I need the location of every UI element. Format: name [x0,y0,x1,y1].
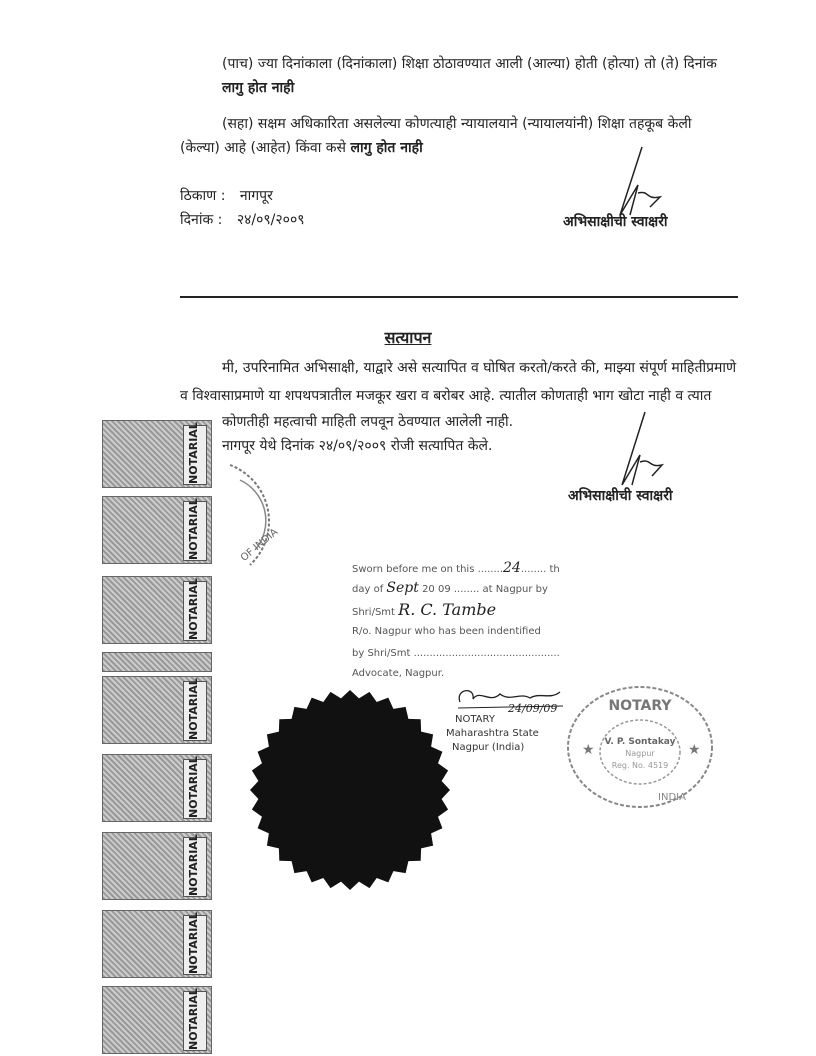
embossed-seal [250,690,450,890]
para-six-line2-text: (केल्या) आहे (आहेत) किंवा कसे [180,140,347,156]
stamp-label: NOTARIAL [183,759,207,819]
divider [180,296,738,298]
deponent-signature-2 [590,410,690,490]
sworn-text: day of [352,584,384,595]
seal-city: Nagpur [625,749,655,758]
notarial-stamp [102,986,212,1054]
para-six-line2 [180,138,423,157]
para-five-line2: लागु होत नाही [222,80,295,96]
sworn-text: 20 09 ........ at Nagpur by [422,584,548,595]
stamp-label: NOTARIAL [183,501,207,561]
sworn-month: Sept [386,580,419,596]
para-five-line1: (पाच) ज्या दिनांकाला (दिनांकाला) शिक्षा ठोठावण्यात आली (आल्या) होती (होत्या) तो (ते) दिनांक [222,56,717,72]
sworn-text: Shri/Smt [352,607,395,618]
notary-state: Maharashtra State [446,728,539,739]
notarial-stamp [102,832,212,900]
seal-bottom-text: INDIA [658,792,686,803]
seal-reg: Reg. No. 4519 [611,761,669,770]
sworn-line6: Advocate, Nagpur. [352,668,445,679]
notary-sign-date: 24/09/09 [508,702,558,715]
para-six-line1: (सहा) सक्षम अधिकारिता असलेल्या कोणत्याही न्यायालयाने (न्यायालयांनी) शिक्षा तहकूब केली [222,116,692,132]
notarial-stamp-strip [102,652,212,672]
notary-round-seal [560,682,720,812]
notarial-stamp [102,676,212,744]
stamp-label: NOTARIAL [183,425,207,485]
notary-city: Nagpur (India) [452,742,525,753]
sworn-line4: R/o. Nagpur who has been indentified [352,626,541,637]
stamp-label: NOTARIAL [183,991,207,1051]
notary-label: NOTARY [455,714,495,725]
sworn-line3 [352,600,496,619]
verification-line2: व विश्वासाप्रमाणे या शपथपत्रातील मजकूर खरा व बरोबर आहे. त्यातील कोणताही भाग खोटा नाही व त्यात [180,388,712,404]
deponent-name: R. C. Tambe [398,600,497,619]
stamp-label: NOTARIAL [183,681,207,741]
sworn-day: 24 [503,560,521,576]
signature-label-1: अभिसाक्षीची स्वाक्षरी [563,214,668,230]
para-six-line2-bold: लागु होत नाही [350,140,423,156]
notarial-stamp [102,754,212,822]
deponent-signature-1 [590,145,690,220]
place-line [180,186,273,205]
verification-title: सत्यापन [384,328,432,347]
partial-round-seal [220,460,300,570]
star-icon: ★ [688,742,701,758]
sworn-text: ........ th [520,564,560,575]
sworn-line2 [352,580,548,596]
notarial-stamp [102,576,212,644]
stamp-label: NOTARIAL [183,581,207,641]
sworn-line5: by Shri/Smt .............................................. [352,648,560,659]
sworn-text: Sworn before me on this ........ [352,564,504,575]
star-icon: ★ [582,742,595,758]
signature-label-2: अभिसाक्षीची स्वाक्षरी [568,488,673,504]
place-label: ठिकाण : [180,188,226,204]
notarial-stamp [102,496,212,564]
date-label: दिनांक : [180,212,223,228]
notarial-stamp [102,420,212,488]
seal-text: OF INDIA [238,526,281,564]
date-line [180,210,305,229]
stamp-label: NOTARIAL [183,915,207,975]
date-value: २४/०९/२००९ [236,212,305,228]
verification-line3: कोणतीही महत्वाची माहिती लपवून ठेवण्यात आलेली नाही. [222,414,514,430]
notarial-stamp [102,910,212,978]
seal-name: V. P. Sontakay [604,737,676,747]
place-value: नागपूर [239,188,273,204]
verification-line1: मी, उपरिनामित अभिसाक्षी, याद्वारे असे सत्यापित व घोषित करतो/करते की, माझ्या संपूर्ण माहितीप्रमाणे [222,360,737,376]
seal-top-text: NOTARY [608,698,672,714]
verification-line4: नागपूर येथे दिनांक २४/०९/२००९ रोजी सत्यापित केले. [222,438,493,454]
sworn-line1 [352,560,560,576]
stamp-label: NOTARIAL [183,837,207,897]
